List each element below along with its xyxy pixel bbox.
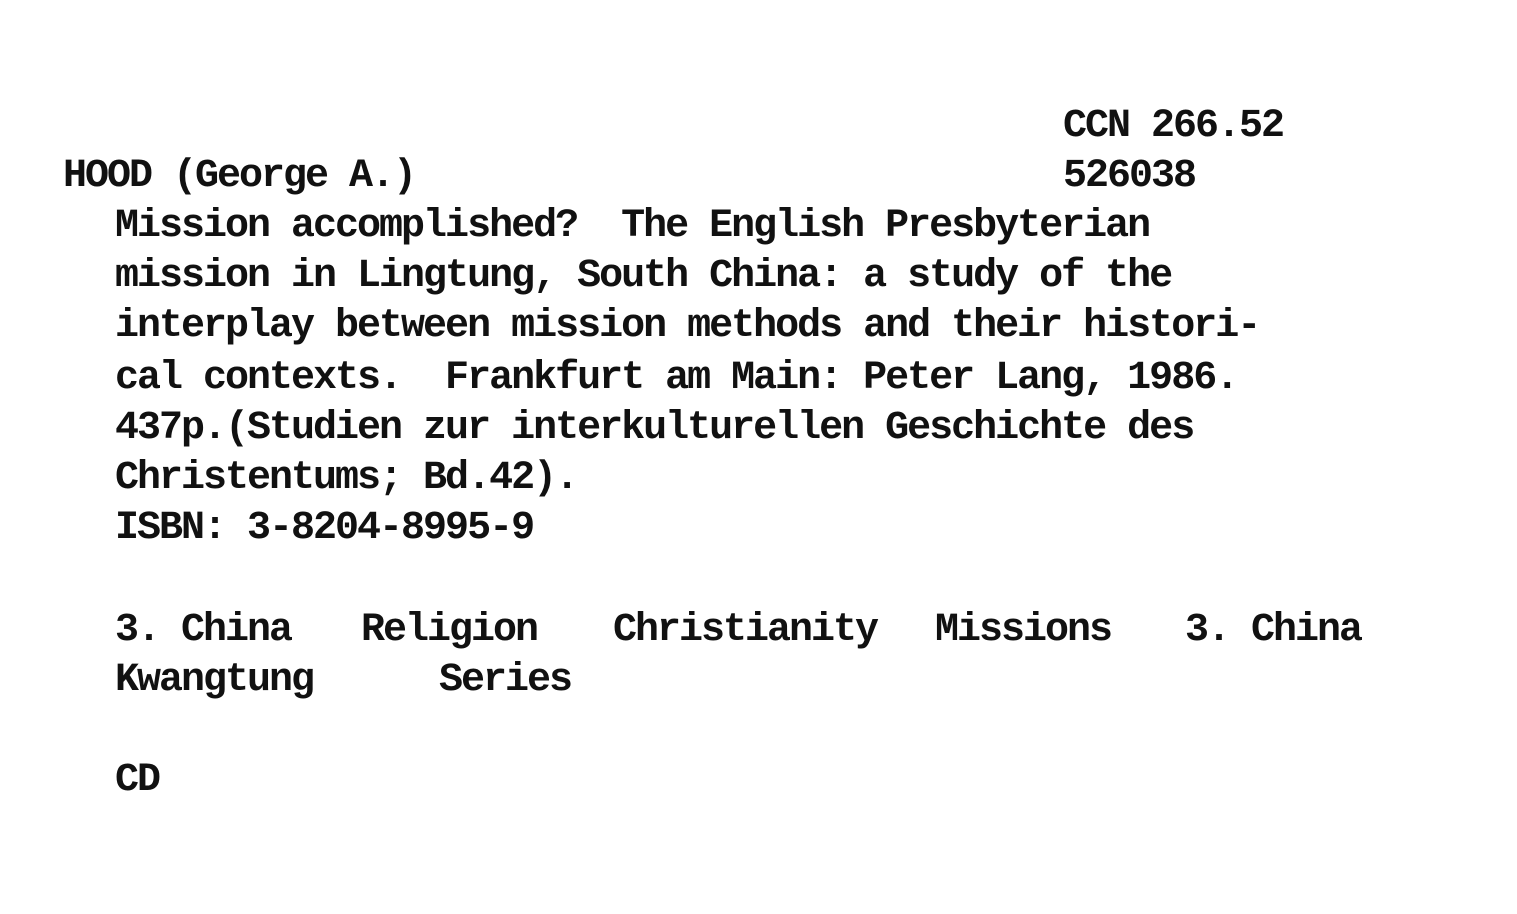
footer-code: CD <box>115 758 160 803</box>
description-line: cal contexts. Frankfurt am Main: Peter Lang, 1986. <box>115 356 1238 401</box>
tracing-item: Missions <box>935 608 1112 653</box>
description-line: Christentums; Bd.42). <box>115 456 578 501</box>
description-line: interplay between mission methods and their histori- <box>115 304 1260 349</box>
tracing-item: Series <box>439 658 572 703</box>
tracing-item: Kwangtung <box>115 658 314 703</box>
description-line: Mission accomplished? The English Presbyterian <box>115 204 1150 249</box>
tracing-item: 3. China <box>115 608 292 653</box>
accession-number: 526038 <box>1063 154 1196 199</box>
isbn-line: ISBN: 3-8204-8995-9 <box>115 506 534 551</box>
description-line: 437p.(Studien zur interkulturellen Geschichte des <box>115 406 1194 451</box>
main-entry-heading: HOOD (George A.) <box>63 154 416 199</box>
call-number: CCN 266.52 <box>1063 104 1284 149</box>
tracing-item: Christianity <box>613 608 878 653</box>
tracing-item: Religion <box>361 608 538 653</box>
subject-tracings <box>115 606 1415 706</box>
tracing-item: 3. China <box>1185 608 1362 653</box>
description-line: mission in Lingtung, South China: a study of the <box>115 254 1172 299</box>
